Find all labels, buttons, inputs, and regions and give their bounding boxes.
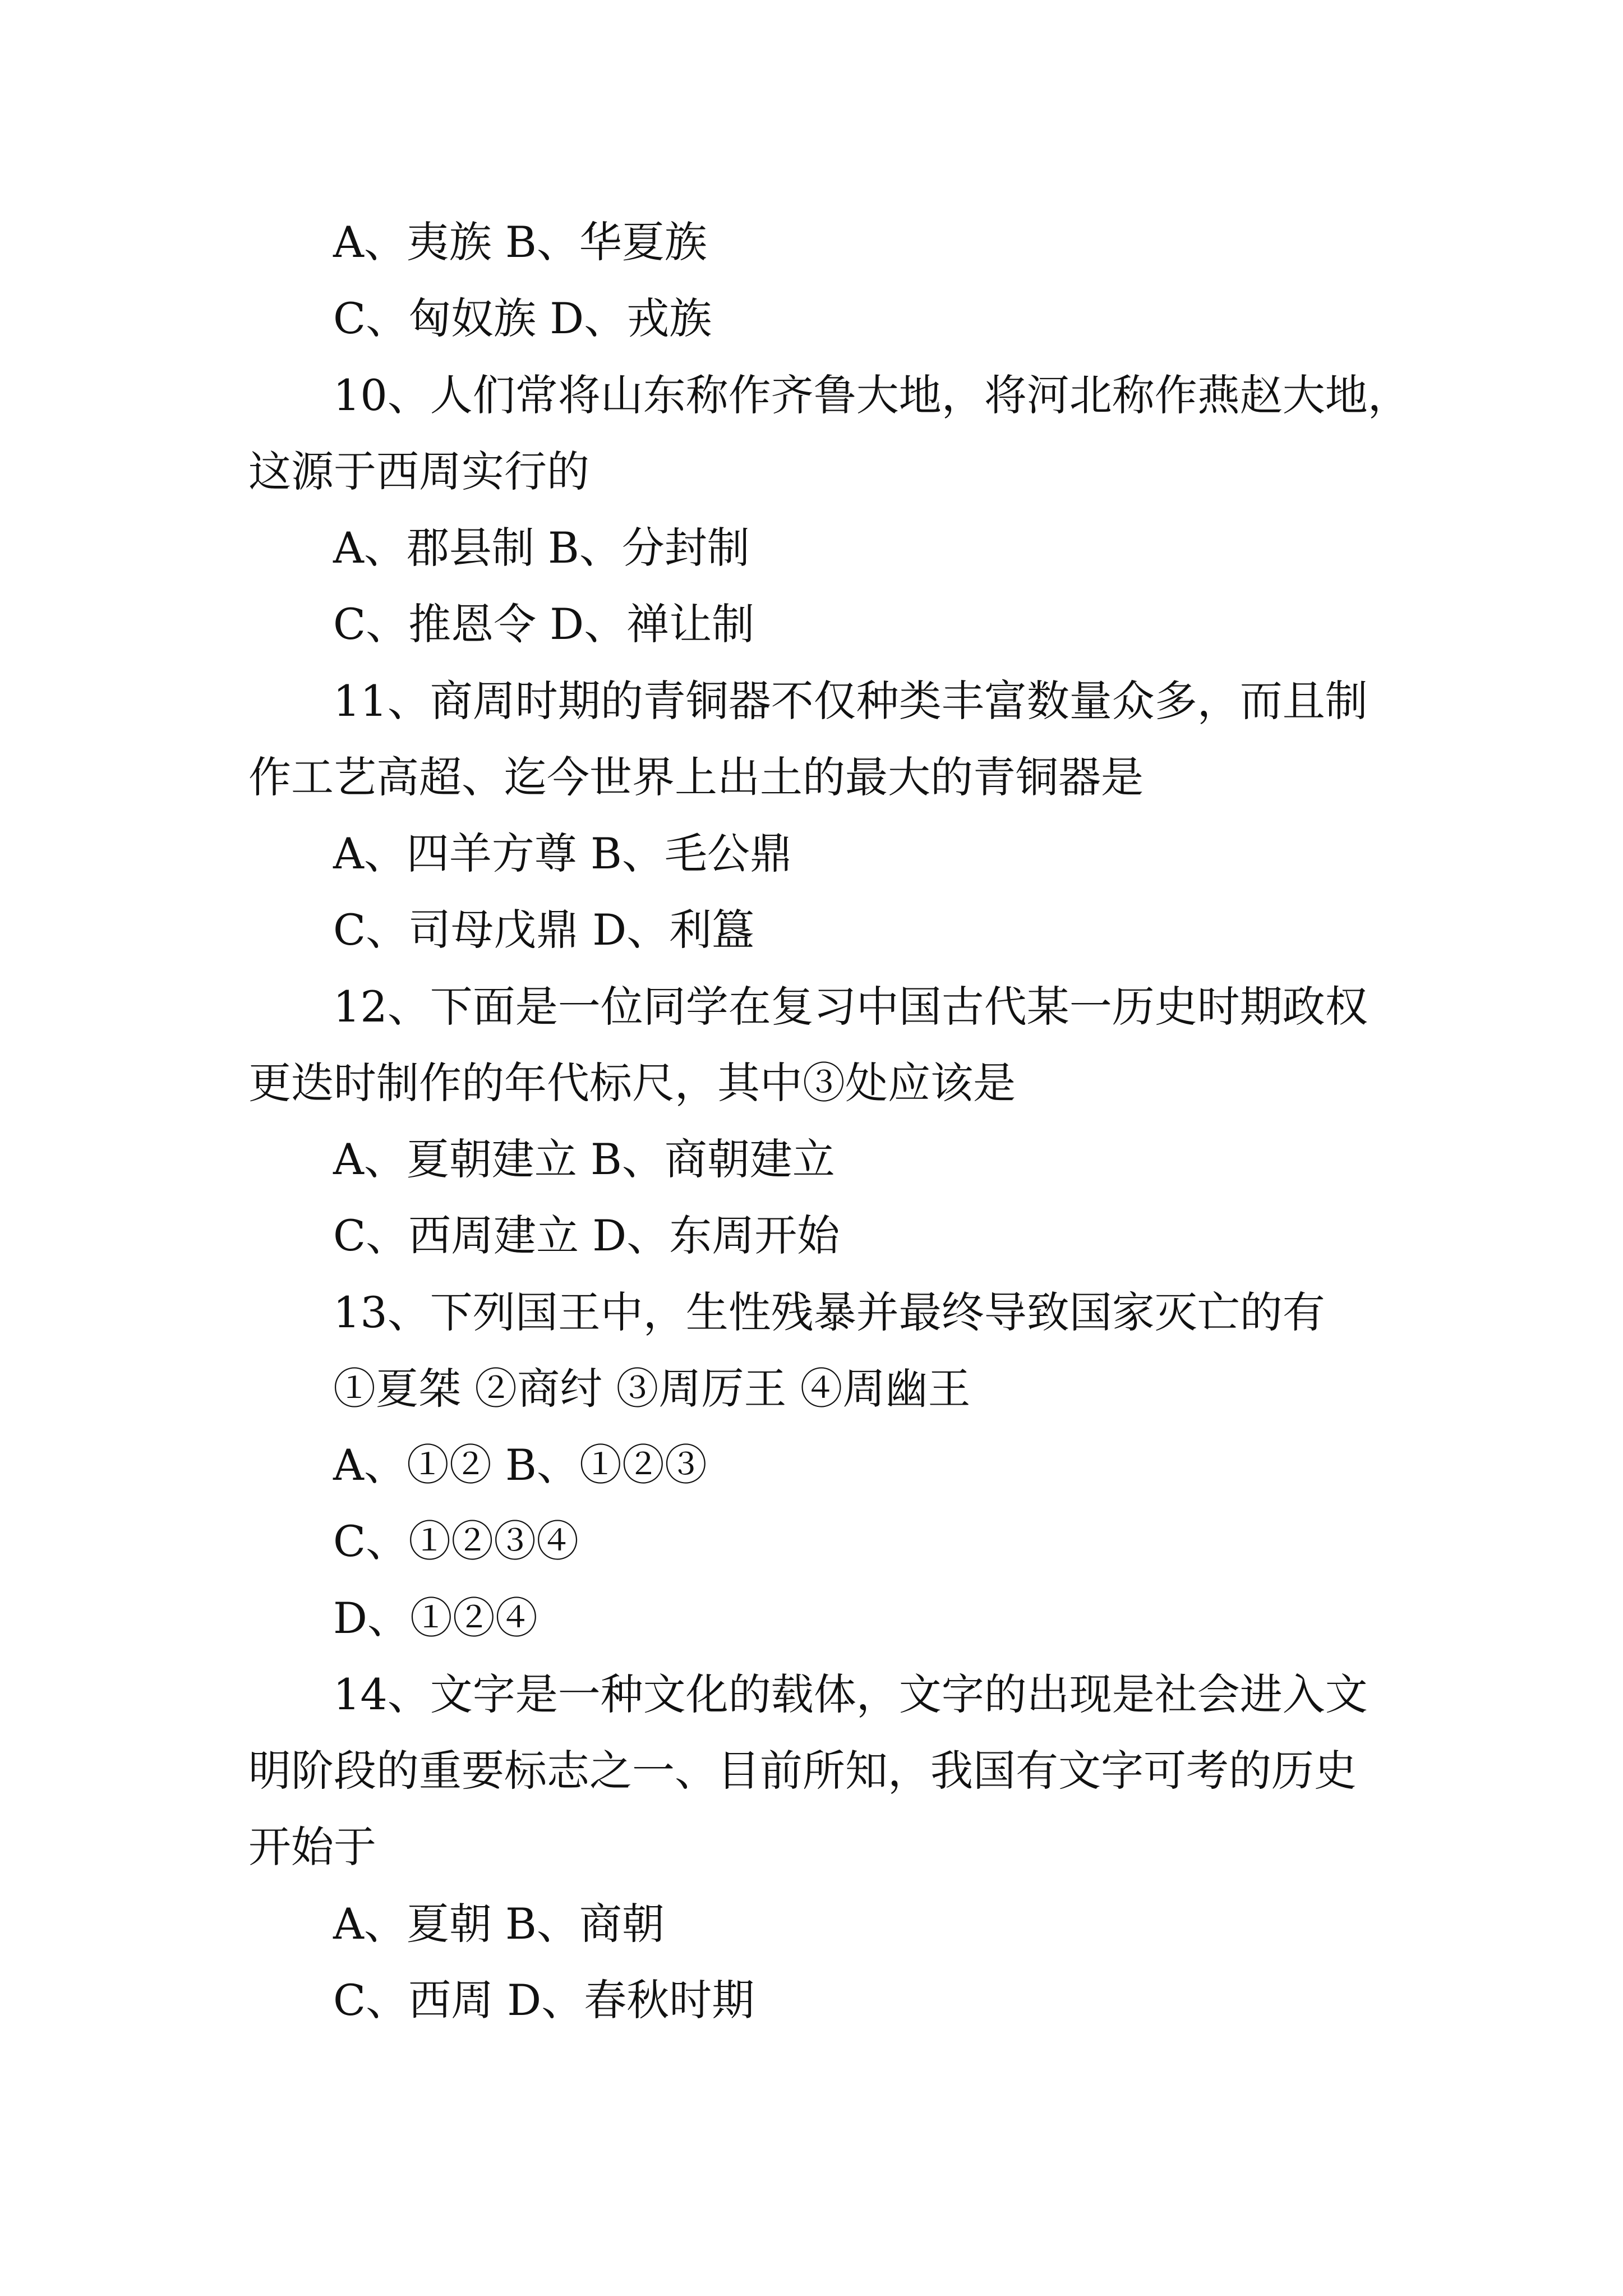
question-10-line-1: 10、人们常将山东称作齐鲁大地，将河北称作燕赵大地，: [333, 370, 1410, 420]
question-12-line-2: 更迭时制作的年代标尺，其中③处应该是: [248, 1058, 1016, 1108]
option-line-q9-ab: A、夷族 B、华夏族: [333, 217, 707, 267]
question-11-line-2: 作工艺高超、迄今世界上出土的最大的青铜器是: [248, 752, 1144, 802]
option-line-q13-ab: A、①② B、①②③: [333, 1440, 707, 1490]
option-line-q9-cd: C、匈奴族 D、戎族: [333, 293, 712, 343]
question-12-line-1: 12、下面是一位同学在复习中国古代某一历史时期政权: [333, 982, 1368, 1032]
question-13-line-1: 13、下列国王中，生性残暴并最终导致国家灭亡的有: [333, 1287, 1325, 1337]
option-line-q14-ab: A、夏朝 B、商朝: [333, 1899, 665, 1949]
question-10-line-2: 这源于西周实行的: [248, 447, 589, 496]
question-14-line-3: 开始于: [248, 1822, 376, 1872]
option-line-q14-cd: C、西周 D、春秋时期: [333, 1975, 755, 2025]
question-14-line-1: 14、文字是一种文化的载体，文字的出现是社会进入文: [333, 1669, 1368, 1719]
option-line-q10-cd: C、推恩令 D、禅让制: [333, 599, 755, 649]
option-line-q12-cd: C、西周建立 D、东周开始: [333, 1211, 840, 1260]
option-line-q13-c: C、①②③④: [333, 1516, 579, 1566]
option-line-q11-ab: A、四羊方尊 B、毛公鼎: [333, 829, 792, 878]
question-11-line-1: 11、商周时期的青铜器不仅种类丰富数量众多，而且制: [333, 676, 1368, 726]
option-line-q12-ab: A、夏朝建立 B、商朝建立: [333, 1134, 835, 1184]
option-line-q10-ab: A、郡县制 B、分封制: [333, 523, 750, 573]
question-14-line-2: 明阶段的重要标志之一、目前所知，我国有文字可考的历史: [248, 1746, 1357, 1796]
option-line-q11-cd: C、司母戊鼎 D、利簋: [333, 905, 755, 955]
question-13-items: ①夏桀 ②商纣 ③周厉王 ④周幽王: [333, 1364, 971, 1414]
option-line-q13-d: D、①②④: [333, 1593, 538, 1643]
